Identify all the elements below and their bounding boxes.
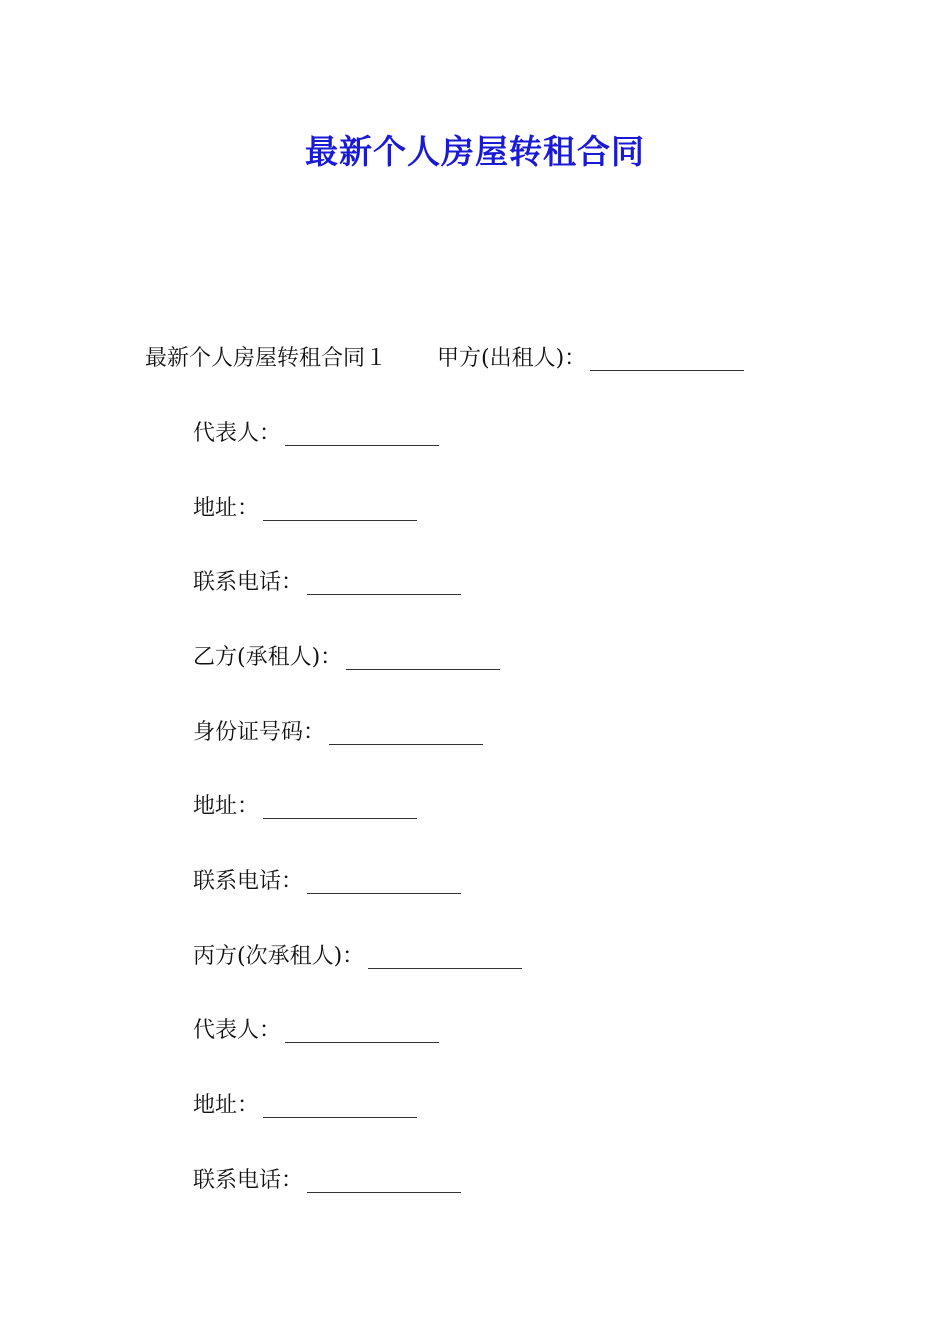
field-blank[interactable] [329,722,483,745]
field-row [193,643,500,673]
field-row [193,494,417,524]
field-label: 身份证号码： [193,720,326,745]
party-a-blank[interactable] [590,348,744,371]
field-row [193,1166,461,1196]
field-blank[interactable] [307,572,461,595]
field-label: 联系电话： [193,1168,304,1193]
field-blank[interactable] [263,796,417,819]
first-line [145,344,744,374]
field-label: 地址： [193,496,260,521]
field-row [193,718,483,748]
field-row [193,867,461,897]
document-title: 最新个人房屋转租合同 [305,132,645,171]
field-label: 地址： [193,794,260,819]
field-label: 乙方(承租人)： [193,645,343,670]
field-label: 联系电话： [193,869,304,894]
field-blank[interactable] [368,946,522,969]
field-row [193,568,461,598]
field-blank[interactable] [263,1095,417,1118]
field-blank[interactable] [307,1170,461,1193]
field-label: 地址： [193,1093,260,1118]
field-blank[interactable] [346,647,500,670]
field-row [193,792,417,822]
field-row [193,419,439,449]
field-row [193,942,522,972]
field-row [193,1091,417,1121]
party-a-label: 甲方(出租人)： [437,346,587,371]
field-blank[interactable] [285,1020,439,1043]
field-label: 丙方(次承租人)： [193,944,365,969]
field-row [193,1016,439,1046]
field-blank[interactable] [307,871,461,894]
field-label: 代表人： [193,1018,282,1043]
field-label: 联系电话： [193,570,304,595]
contract-heading: 最新个人房屋转租合同１ [145,346,388,371]
field-blank[interactable] [263,498,417,521]
field-label: 代表人： [193,421,282,446]
field-blank[interactable] [285,423,439,446]
